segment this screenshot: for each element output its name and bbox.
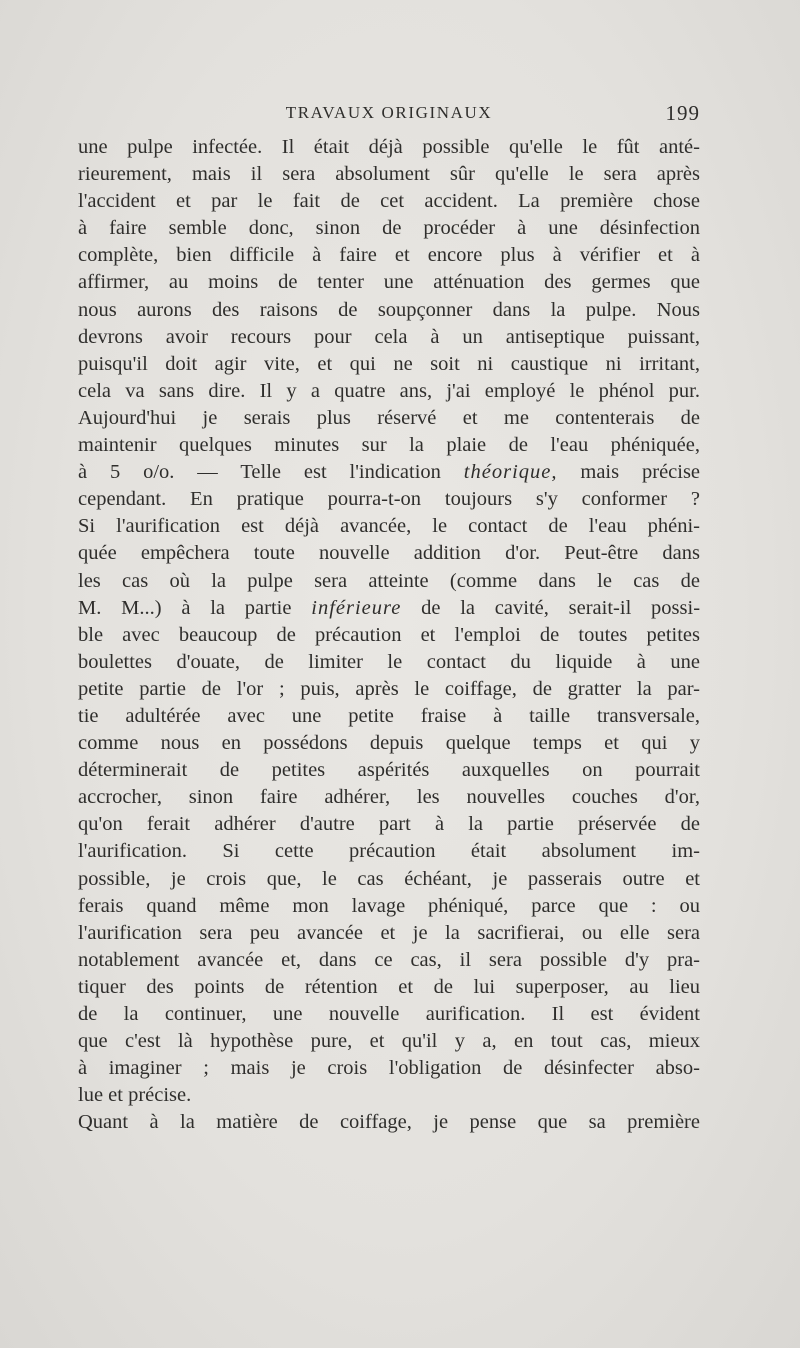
text-line: une pulpe infectée. Il était déjà possible qu'elle le fût anté- (78, 136, 700, 158)
text-line: l'accident et par le fait de cet accident. La première chose (78, 190, 700, 213)
text-line: qu'on ferait adhérer d'autre part à la partie préservée de (78, 813, 700, 836)
text-line: possible, je crois que, le cas échéant, je passerais outre et (78, 867, 700, 890)
text-line: accrocher, sinon faire adhérer, les nouvelles couches d'or, (78, 786, 700, 809)
text-line: cependant. En pratique pourra-t-on toujours s'y conformer ? (78, 488, 700, 511)
text-line: Si l'aurification est déjà avancée, le contact de l'eau phéni- (78, 515, 700, 538)
text-line: les cas où la pulpe sera atteinte (comme dans le cas de (78, 569, 700, 592)
text-line: tiquer des points de rétention et de lui superposer, au lieu (78, 975, 700, 998)
text-line-mixed (78, 459, 700, 486)
italic-term: inférieure (311, 596, 402, 619)
body-text (78, 134, 700, 1136)
running-header (78, 101, 700, 131)
text-line: affirmer, au moins de tenter une atténuation des germes que (78, 271, 700, 294)
text-line: Aujourd'hui je serais plus réservé et me contenterais de (78, 406, 700, 429)
text-line: que c'est là hypothèse pure, et qu'il y a, en tout cas, mieux (78, 1030, 700, 1053)
text-line-mixed (78, 595, 700, 622)
text-line: déterminerait de petites aspérités auxquelles on pourrait (78, 759, 700, 782)
text-line: comme nous en possédons depuis quelque temps et qui y (78, 732, 700, 755)
text-line: cela va sans dire. Il y a quatre ans, j'ai employé le phénol pur. (78, 379, 700, 402)
text-line: notablement avancée et, dans ce cas, il sera possible d'y pra- (78, 948, 700, 971)
text-line: boulettes d'ouate, de limiter le contact du liquide à une (78, 650, 700, 673)
text-line: ble avec beaucoup de précaution et l'emploi de toutes petites (78, 623, 700, 646)
text-segment: à 5 o/o. — Telle est l'indication (78, 461, 441, 484)
text-line: lue et précise. (78, 1084, 192, 1107)
paragraph-first-line: Quant à la matière de coiffage, je pense que sa première (78, 1111, 700, 1134)
running-title: TRAVAUX ORIGINAUX (285, 103, 493, 122)
text-line: devrons avoir recours pour cela à un antiseptique puissant, (78, 325, 700, 348)
text-line: petite partie de l'or ; puis, après le coiffage, de gratter la par- (78, 677, 700, 700)
text-line: nous aurons des raisons de soupçonner dans la pulpe. Nous (78, 298, 700, 321)
italic-term: théorique, (463, 461, 558, 484)
text-line: rieurement, mais il sera absolument sûr qu'elle le sera après (78, 163, 700, 186)
text-line: l'aurification. Si cette précaution était absolument im- (78, 840, 700, 863)
text-line: quée empêchera toute nouvelle addition d'or. Peut-être dans (78, 542, 700, 565)
text-line: maintenir quelques minutes sur la plaie de l'eau phéniquée, (78, 434, 700, 457)
text-segment: M. M...) à la partie (78, 596, 292, 619)
text-line: complète, bien difficile à faire et encore plus à vérifier et à (78, 244, 700, 267)
text-line: puisqu'il doit agir vite, et qui ne soit ni caustique ni irritant, (78, 352, 700, 375)
text-line: tie adultérée avec une petite fraise à taille transversale, (78, 704, 700, 727)
page-number: 199 (665, 101, 700, 125)
text-segment: mais précise (580, 461, 700, 484)
text-line: de la continuer, une nouvelle aurification. Il est évident (78, 1003, 700, 1025)
text-line: ferais quand même mon lavage phéniqué, parce que : ou (78, 894, 700, 917)
text-line: l'aurification sera peu avancée et je la sacrifierai, ou elle sera (78, 921, 700, 944)
text-line: à faire semble donc, sinon de procéder à une désinfection (78, 217, 700, 240)
text-segment: de la cavité, serait-il possi- (421, 596, 700, 619)
text-line: à imaginer ; mais je crois l'obligation de désinfecter abso- (78, 1057, 700, 1080)
